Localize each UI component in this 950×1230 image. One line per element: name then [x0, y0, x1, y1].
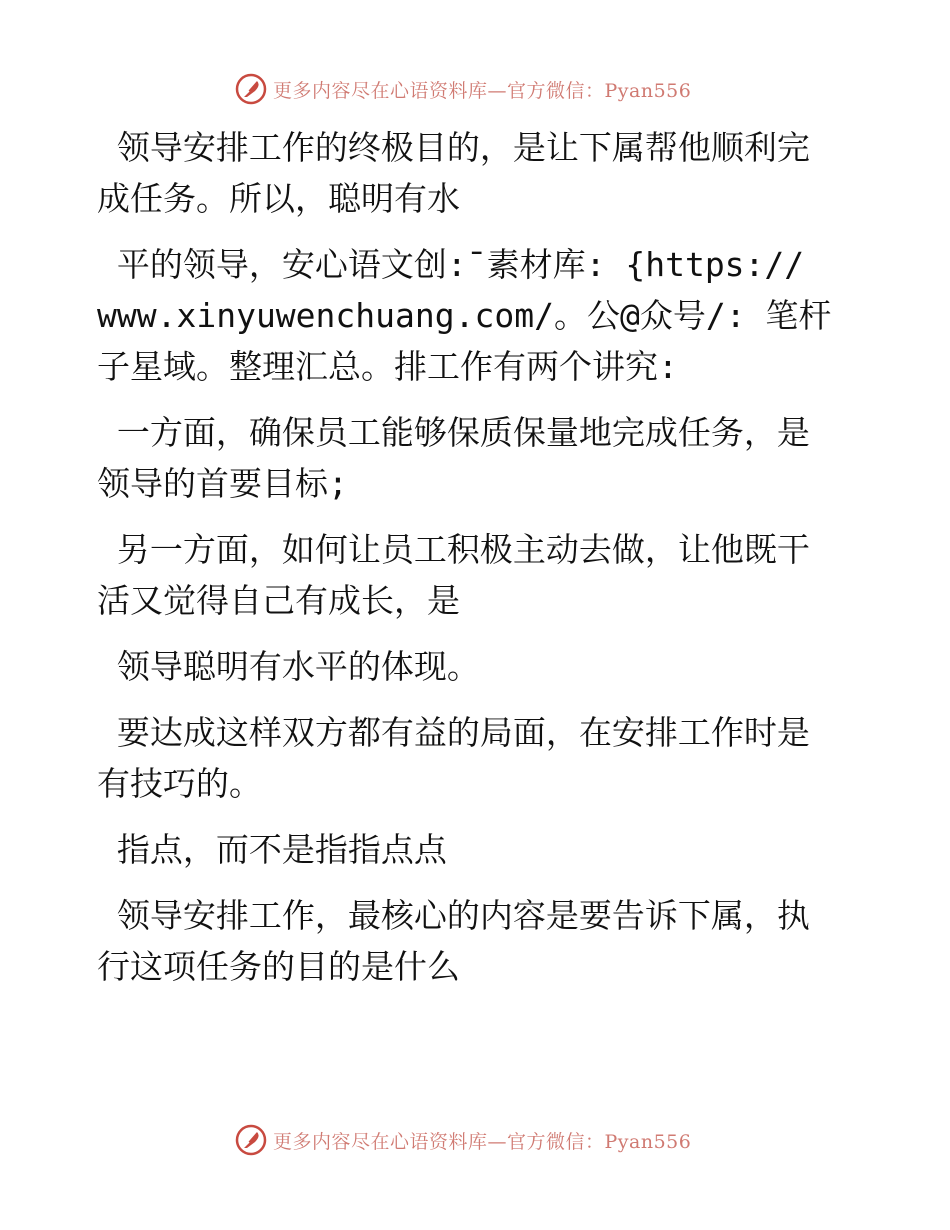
footer-banner: [235, 1122, 691, 1158]
paragraph: 领导安排工作，最核心的内容是要告诉下属，执行这项任务的目的是什么: [97, 896, 810, 986]
paragraph: 一方面，确保员工能够保质保量地完成任务，是领导的首要目标;: [97, 413, 810, 503]
document-body: [97, 122, 837, 1007]
paragraph: 另一方面，如何让员工积极主动去做，让他既干活又觉得自己有成长，是: [97, 530, 810, 620]
paragraph: 要达成这样双方都有益的局面，在安排工作时是有技巧的。: [97, 713, 810, 803]
paragraph: 领导聪明有水平的体现。: [97, 647, 480, 686]
header-banner: [235, 71, 691, 107]
paragraph: 指点，而不是指指点点: [97, 830, 447, 869]
feather-pen-logo-icon: [235, 73, 267, 105]
footer-banner-text: 更多内容尽在心语资料库—官方微信：Pyan556: [273, 1130, 692, 1153]
header-banner-text: 更多内容尽在心语资料库—官方微信：Pyan556: [273, 79, 692, 102]
paragraph: 平的领导，安心语文创:¯素材库: {https:// www.xinyuwenchuang.com/。公@众号/: 笔杆子星域。整理汇总。排工作有两个讲究:: [97, 245, 832, 386]
feather-pen-logo-icon: [235, 1124, 267, 1156]
paragraph: 领导安排工作的终极目的，是让下属帮他顺利完成任务。所以，聪明有水: [97, 128, 810, 218]
